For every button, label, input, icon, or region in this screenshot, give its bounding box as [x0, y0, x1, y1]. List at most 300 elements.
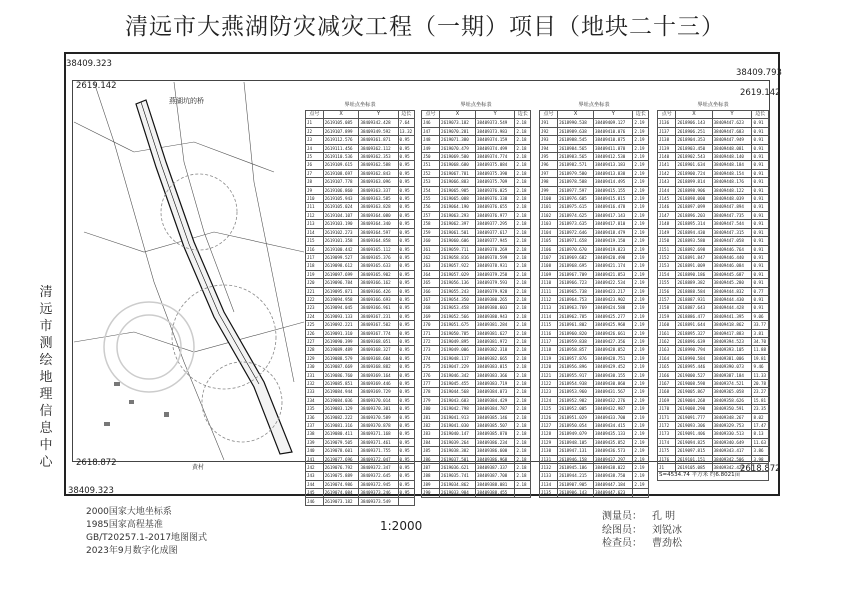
- table-header-cell: 边长: [752, 111, 769, 119]
- table-title: 界址点坐标表: [578, 102, 610, 109]
- table-cell: J164: [658, 354, 676, 362]
- table-cell: 2619055.243: [440, 287, 476, 295]
- table-row: [422, 472, 531, 480]
- table-cell: 0.95: [398, 346, 414, 354]
- table-cell: 2619081.316: [323, 422, 359, 430]
- table-row: [306, 388, 415, 396]
- table-cell: J106: [540, 245, 558, 253]
- table-cell: 2.18: [515, 447, 531, 455]
- table-cell: 38409417.883: [712, 329, 752, 337]
- table-row: [658, 447, 769, 455]
- table-cell: 2.19: [633, 363, 649, 371]
- table-cell: 2.19: [633, 127, 649, 135]
- table-cell: 2.18: [515, 169, 531, 177]
- table-row: [658, 337, 769, 345]
- table-cell: J108: [540, 262, 558, 270]
- table-cell: 0.95: [398, 287, 414, 295]
- table-cell: 2618944.215: [558, 472, 594, 480]
- table-cell: 2619099.527: [323, 253, 359, 261]
- table-cell: 2.19: [633, 211, 649, 219]
- table-cell: J128: [540, 430, 558, 438]
- table-cell: 38409444.428: [712, 304, 752, 312]
- table-cell: 38409366.693: [359, 295, 398, 303]
- table-cell: 38409374.159: [476, 136, 515, 144]
- table-cell: J62: [422, 253, 440, 261]
- table-cell: 2.19: [633, 455, 649, 463]
- table-cell: 2.18: [515, 380, 531, 388]
- table-cell: J55: [422, 195, 440, 203]
- coord-bottom-left-y: 2618.872: [76, 458, 117, 468]
- table-cell: 0.95: [398, 447, 414, 455]
- table-cell: 38409413.838: [594, 169, 633, 177]
- table-cell: 2618898.000: [676, 195, 712, 203]
- table-cell: 38409390.073: [712, 363, 752, 371]
- table-cell: 0.95: [398, 136, 414, 144]
- table-cell: 38409368.882: [359, 363, 398, 371]
- table-cell: 2619037.501: [440, 455, 476, 463]
- table-cell: 38409435.133: [594, 430, 633, 438]
- table-cell: 2618895.327: [676, 329, 712, 337]
- table-header-cell: X: [676, 111, 712, 119]
- table-cell: 2.18: [515, 312, 531, 320]
- table-row: [422, 489, 531, 497]
- table-cell: 2618906.143: [676, 119, 712, 127]
- table-cell: 2.18: [515, 195, 531, 203]
- table-cell: 2.19: [633, 430, 649, 438]
- map-label-place: 黄村: [192, 464, 205, 471]
- table-cell: 2619043.683: [440, 396, 476, 404]
- table-cell: 2.19: [633, 270, 649, 278]
- table-cell: 2619058.816: [440, 253, 476, 261]
- table-cell: 2.18: [515, 430, 531, 438]
- table-cell: J45: [306, 489, 324, 497]
- table-cell: 2619091.310: [323, 329, 359, 337]
- table-cell: 38409447.735: [712, 211, 752, 219]
- table-cell: 38409370.301: [359, 405, 398, 413]
- table-cell: J54: [422, 186, 440, 194]
- table-cell: J17: [306, 253, 324, 261]
- table-row: [540, 480, 649, 488]
- table-cell: J160: [658, 321, 676, 329]
- table-cell: J91: [540, 119, 558, 127]
- table-cell: 38409348.267: [712, 413, 752, 421]
- table-cell: J5: [306, 153, 324, 161]
- table-cell: 2618895.314: [676, 220, 712, 228]
- table-cell: J126: [540, 413, 558, 421]
- table-row: [306, 371, 415, 379]
- table-cell: 2619041.030: [440, 422, 476, 430]
- table-cell: 2619083.129: [323, 405, 359, 413]
- map-label-village: 燕湖坑的桥: [169, 97, 204, 105]
- table-cell: 38409410.875: [594, 136, 633, 144]
- table-cell: 0.91: [752, 186, 769, 194]
- table-row: [422, 153, 531, 161]
- table-cell: 0.95: [398, 489, 414, 497]
- table-cell: 2619084.944: [323, 388, 359, 396]
- table-cell: 2.19: [633, 371, 649, 379]
- table-cell: 2619051.675: [440, 321, 476, 329]
- table-cell: 38409380.265: [476, 295, 515, 303]
- table-cell: 0.95: [398, 186, 414, 194]
- table-cell: 2619106.860: [323, 186, 359, 194]
- table-cell: J116: [540, 329, 558, 337]
- table-row: [422, 295, 531, 303]
- table-row: [306, 144, 415, 152]
- table-cell: 38409419.823: [594, 245, 633, 253]
- table-cell: 38409366.961: [359, 304, 398, 312]
- table-row: [306, 438, 415, 446]
- table-cell: J87: [422, 464, 440, 472]
- table-cell: 38409431.567: [594, 388, 633, 396]
- table-cell: 2.18: [515, 228, 531, 236]
- table-cell: J79: [422, 396, 440, 404]
- table-cell: 38409448.122: [712, 186, 752, 194]
- table-row: [422, 262, 531, 270]
- table-row: [306, 220, 415, 228]
- table-cell: J152: [658, 253, 676, 261]
- table-cell: 38409368.327: [359, 346, 398, 354]
- table-cell: J30: [306, 363, 324, 371]
- table-cell: J95: [540, 153, 558, 161]
- table-cell: 2619035.741: [440, 472, 476, 480]
- table-row: [658, 354, 769, 362]
- table-cell: J124: [540, 396, 558, 404]
- table-cell: 0.95: [398, 270, 414, 278]
- table-cell: 0.91: [752, 270, 769, 278]
- table-row: [658, 161, 769, 169]
- table-row: [540, 413, 649, 421]
- table-cell: 38409417.143: [594, 211, 633, 219]
- table-row: [422, 354, 531, 362]
- table-col-2: [421, 102, 531, 498]
- table-cell: 2.18: [515, 161, 531, 169]
- table-cell: 38409385.507: [476, 422, 515, 430]
- table-cell: 2619042.798: [440, 405, 476, 413]
- table-cell: 2.19: [633, 438, 649, 446]
- table-cell: 2619045.455: [440, 380, 476, 388]
- table-cell: 2618896.203: [676, 211, 712, 219]
- table-row: [422, 337, 531, 345]
- table-cell: 38409369.164: [359, 371, 398, 379]
- table-cell: J28: [306, 346, 324, 354]
- table-cell: J70: [422, 321, 440, 329]
- table-cell: J163: [658, 346, 676, 354]
- table-cell: J146: [658, 203, 676, 211]
- table-cell: 38409394.523: [712, 337, 752, 345]
- table-cell: 38409365.633: [359, 262, 398, 270]
- table-row: [422, 480, 531, 488]
- table-cell: 0.91: [752, 178, 769, 186]
- table-cell: 2618903.450: [676, 144, 712, 152]
- table-cell: 2.18: [515, 144, 531, 152]
- table-cell: 38409377.945: [476, 237, 515, 245]
- table-cell: 15.81: [752, 396, 769, 404]
- table-cell: J151: [658, 245, 676, 253]
- table-cell: 38409447.058: [712, 237, 752, 245]
- table-cell: 2.18: [515, 203, 531, 211]
- table-cell: J142: [658, 169, 676, 177]
- table-cell: 38409361.871: [359, 136, 398, 144]
- table-row: [306, 472, 415, 480]
- table-cell: J121: [540, 371, 558, 379]
- table-cell: 2618975.615: [558, 203, 594, 211]
- table-cell: 2619088.579: [323, 354, 359, 362]
- table-cell: 20.78: [752, 380, 769, 388]
- table-cell: 38409372.347: [359, 464, 398, 472]
- table-row: [306, 253, 415, 261]
- table-cell: 2.19: [633, 413, 649, 421]
- table-cell: J65: [422, 279, 440, 287]
- table-cell: 0.91: [752, 245, 769, 253]
- table-cell: J102: [540, 211, 558, 219]
- table-cell: J149: [658, 228, 676, 236]
- table-cell: 2618957.876: [558, 354, 594, 362]
- table-cell: 38409423.217: [594, 287, 633, 295]
- table-cell: 0.91: [752, 295, 769, 303]
- table-cell: J82: [422, 422, 440, 430]
- table-cell: 38409422.534: [594, 279, 633, 287]
- table-cell: 2.19: [633, 480, 649, 488]
- table-row: [658, 220, 769, 228]
- table-cell: 9.46: [752, 363, 769, 371]
- table-header-cell: 点号: [422, 111, 440, 119]
- table-cell: 2.18: [515, 237, 531, 245]
- table-row: [422, 380, 531, 388]
- table-header-cell: X: [558, 111, 594, 119]
- table-cell: 2619087.669: [323, 363, 359, 371]
- table-cell: 2.19: [633, 312, 649, 320]
- table-cell: 38409445.280: [712, 279, 752, 287]
- table-cell: 0.95: [398, 161, 414, 169]
- table-cell: 2.18: [515, 245, 531, 253]
- table-cell: 38409445.687: [712, 270, 752, 278]
- table-cell: J130: [540, 447, 558, 455]
- table-cell: J77: [422, 380, 440, 388]
- table-row: [306, 245, 415, 253]
- table-row: [540, 371, 649, 379]
- table-cell: J123: [540, 388, 558, 396]
- table-cell: 38409384.073: [476, 388, 515, 396]
- table-cell: J49: [422, 144, 440, 152]
- table-cell: 2618907.905: [558, 480, 594, 488]
- table-cell: 2619069.580: [440, 153, 476, 161]
- table-header-cell: 点号: [658, 111, 676, 119]
- table-row: [422, 253, 531, 261]
- table-row: [540, 405, 649, 413]
- table-row: [540, 438, 649, 446]
- table-row: [422, 304, 531, 312]
- table-row: [306, 346, 415, 354]
- coordinate-table: [421, 102, 531, 498]
- table-cell: 38409376.655: [476, 203, 515, 211]
- table-cell: 2619070.281: [440, 127, 476, 135]
- table-cell: 38409378.269: [476, 245, 515, 253]
- table-cell: 38409428.052: [594, 346, 633, 354]
- map-notes: [86, 506, 207, 558]
- table-cell: 0.95: [398, 388, 414, 396]
- table-row: [658, 270, 769, 278]
- table-cell: J97: [540, 169, 558, 177]
- table-cell: 2619100.442: [323, 245, 359, 253]
- table-cell: J56: [422, 203, 440, 211]
- table-row: [422, 195, 531, 203]
- table-cell: 38409366.426: [359, 287, 398, 295]
- staff-checker: 检查员： 曹劲松: [602, 538, 682, 549]
- table-cell: 38409425.968: [594, 321, 633, 329]
- table-row: [658, 195, 769, 203]
- table-row: [422, 245, 531, 253]
- table-row: [422, 178, 531, 186]
- table-row: [540, 422, 649, 430]
- table-row: [422, 371, 531, 379]
- table-cell: 2619095.871: [323, 287, 359, 295]
- table-row: [658, 203, 769, 211]
- table-cell: 38409370.878: [359, 422, 398, 430]
- table-cell: 2.18: [515, 346, 531, 354]
- table-cell: 2619097.699: [323, 270, 359, 278]
- table-cell: 8.02: [752, 413, 769, 421]
- table-cell: 2618953.960: [558, 388, 594, 396]
- table-cell: 2619098.612: [323, 262, 359, 270]
- table-cell: J129: [540, 438, 558, 446]
- table-cell: 2.18: [515, 413, 531, 421]
- table-cell: 38409376.025: [476, 186, 515, 194]
- table-cell: 0.91: [752, 169, 769, 177]
- table-row: [540, 144, 649, 152]
- table-cell: 0.95: [398, 380, 414, 388]
- table-cell: 2618901.634: [676, 161, 712, 169]
- note-line: GB/T20257.1-2017地图图式: [86, 533, 208, 543]
- table-cell: J57: [422, 211, 440, 219]
- table-row: [540, 161, 649, 169]
- table-cell: 2618990.794: [676, 346, 712, 354]
- table-cell: 2618896.639: [676, 337, 712, 345]
- coordinate-table: [539, 102, 649, 498]
- table-cell: 0.95: [398, 220, 414, 228]
- table-cell: 38409411.878: [594, 144, 633, 152]
- table-cell: 38409387.708: [476, 472, 515, 480]
- table-cell: 2619112.576: [323, 136, 359, 144]
- table-row: [306, 169, 415, 177]
- table-row: [658, 127, 769, 135]
- note-line: 2000国家大地坐标系: [86, 507, 172, 517]
- table-row: [306, 203, 415, 211]
- table-cell: 2618952.982: [558, 396, 594, 404]
- table-cell: J71: [422, 329, 440, 337]
- table-cell: 38409438.750: [594, 472, 633, 480]
- table-cell: 0.95: [398, 363, 414, 371]
- table-cell: J104: [540, 228, 558, 236]
- table-row: [658, 211, 769, 219]
- table-cell: J132: [540, 464, 558, 472]
- table-cell: J111: [540, 287, 558, 295]
- table-cell: 2618971.658: [558, 237, 594, 245]
- table-cell: 38409342.506: [712, 455, 752, 463]
- table-cell: J99: [540, 186, 558, 194]
- table-cell: 0.91: [752, 119, 769, 127]
- table-cell: 2618890.186: [676, 270, 712, 278]
- table-row: [540, 321, 649, 329]
- table-cell: 2.19: [633, 237, 649, 245]
- table-row: [306, 136, 415, 144]
- table-cell: 2.18: [515, 321, 531, 329]
- table-cell: J22: [306, 295, 324, 303]
- table-col-4: [657, 102, 769, 481]
- table-cell: 2.18: [515, 363, 531, 371]
- table-cell: 38409362.112: [359, 144, 398, 152]
- table-cell: J174: [658, 438, 676, 446]
- table-cell: 2619094.958: [323, 295, 359, 303]
- table-cell: 38409367.231: [359, 312, 398, 320]
- table-cell: 0.95: [398, 203, 414, 211]
- table-row: [658, 153, 769, 161]
- table-cell: J38: [306, 430, 324, 438]
- table-cell: 2619093.306: [676, 422, 712, 430]
- table-cell: 2619063.293: [440, 211, 476, 219]
- table-cell: J75: [422, 363, 440, 371]
- table-cell: 38409379.258: [476, 270, 515, 278]
- table-cell: J122: [540, 380, 558, 388]
- table-cell: J94: [540, 144, 558, 152]
- table-row: [422, 279, 531, 287]
- table-cell: 2619040.147: [440, 430, 476, 438]
- table-row: [658, 388, 769, 396]
- table-cell: J39: [306, 438, 324, 446]
- table-cell: 38409424.588: [594, 304, 633, 312]
- table-cell: 2618887.643: [676, 304, 712, 312]
- table-row: [306, 405, 415, 413]
- table-cell: 2618897.099: [676, 203, 712, 211]
- coord-top-left-y: 2619.142: [76, 81, 117, 91]
- table-cell: 2.18: [515, 279, 531, 287]
- table-cell: 2.19: [633, 346, 649, 354]
- table-cell: 2619005.867: [676, 388, 712, 396]
- table-cell: 2.19: [633, 220, 649, 228]
- table-row: [658, 253, 769, 261]
- table-cell: J51: [422, 161, 440, 169]
- table-row: [306, 455, 415, 463]
- table-cell: 2619080.411: [323, 430, 359, 438]
- table-row: [658, 245, 769, 253]
- table-cell: J167: [658, 380, 676, 388]
- table-cell: 38409435.852: [594, 438, 633, 446]
- table-cell: 33.77: [752, 321, 769, 329]
- table-cell: J8: [306, 178, 324, 186]
- table-cell: J10: [306, 195, 324, 203]
- table-cell: 38409377.295: [476, 220, 515, 228]
- table-cell: 38409447.683: [712, 127, 752, 135]
- table-header-cell: X: [323, 111, 359, 119]
- table-row: [658, 262, 769, 270]
- table-cell: J9: [306, 186, 324, 194]
- table-cell: 38409381.006: [712, 354, 752, 362]
- table-cell: J92: [540, 127, 558, 135]
- table-cell: 38409330.513: [712, 430, 752, 438]
- table-row: [658, 396, 769, 404]
- table-cell: 2618969.682: [558, 253, 594, 261]
- table-cell: J138: [658, 136, 676, 144]
- table-cell: 38409340.649: [712, 438, 752, 446]
- table-row: [422, 430, 531, 438]
- table-cell: J136: [658, 119, 676, 127]
- table-cell: 2.19: [633, 354, 649, 362]
- table-cell: 38409362.588: [359, 161, 398, 169]
- table-cell: 2618966.723: [558, 279, 594, 287]
- table-cell: J7: [306, 169, 324, 177]
- table-cell: 2.18: [515, 304, 531, 312]
- table-cell: 0.95: [398, 228, 414, 236]
- table-cell: 38409430.860: [594, 380, 633, 388]
